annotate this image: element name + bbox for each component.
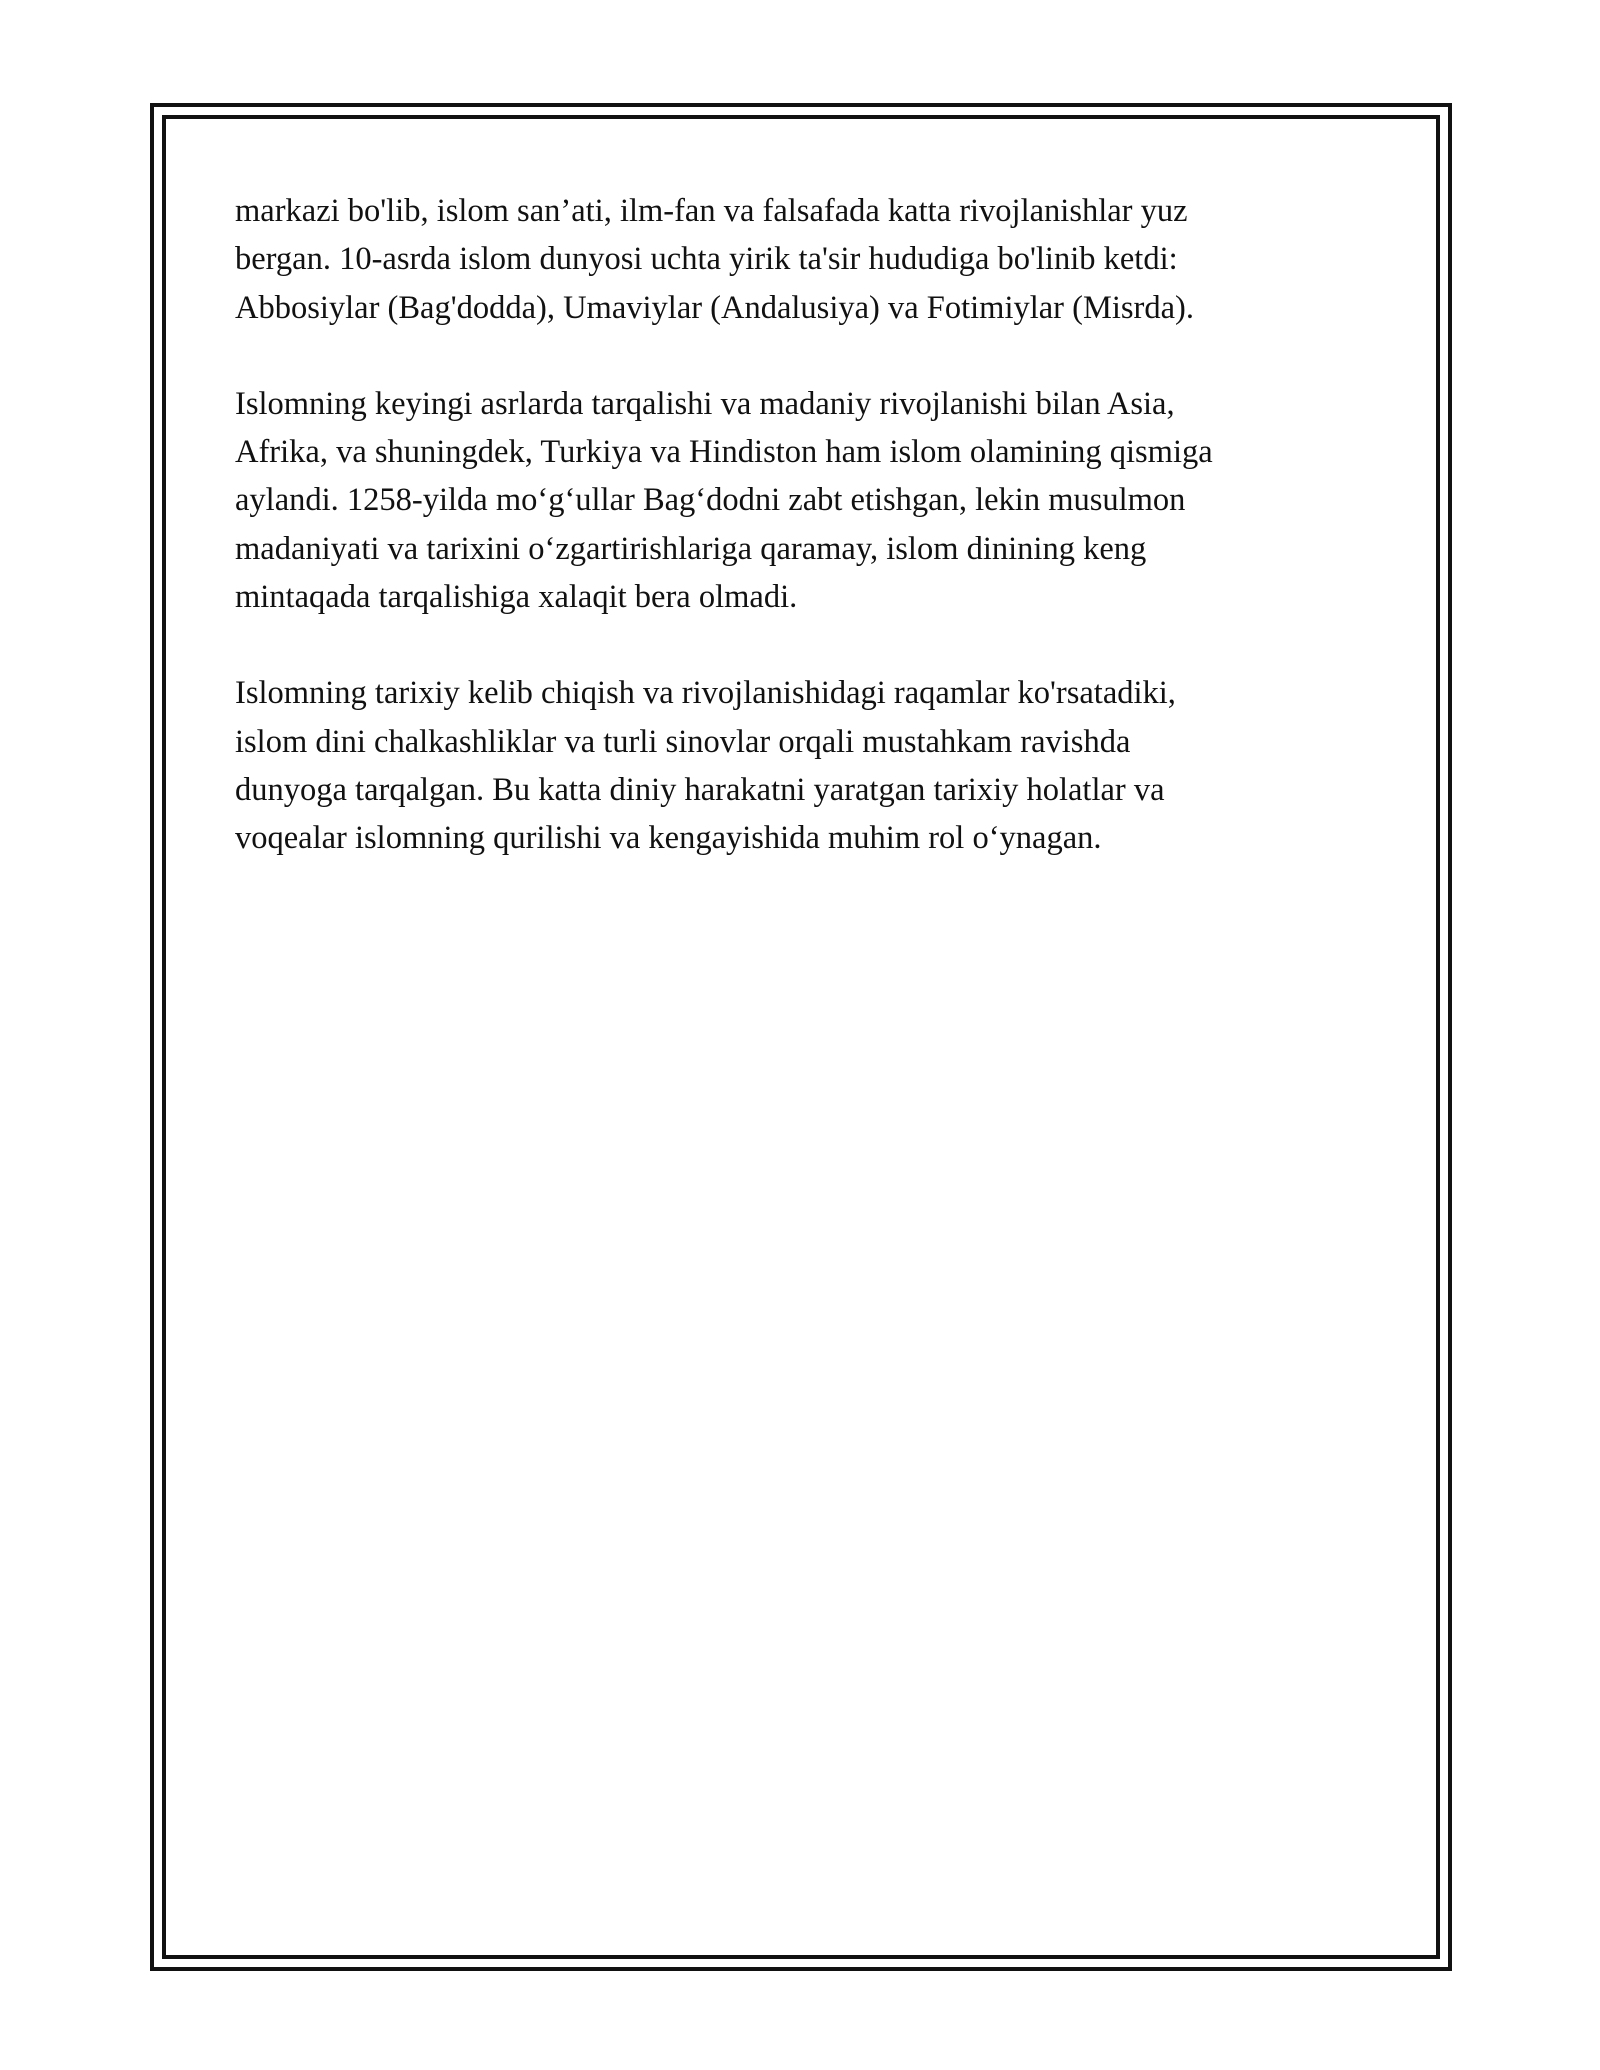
text-line: madaniyati va tarixini o‘zgartirishlariga qaramay, islom dinining keng <box>235 530 1147 567</box>
document-body <box>235 187 1360 911</box>
paragraph-3 <box>235 669 1360 862</box>
text-line: Islomning tarixiy kelib chiqish va rivojlanishidagi raqamlar ko'rsatadiki, <box>235 675 1176 712</box>
text-line: Afrika, va shuningdek, Turkiya va Hindiston ham islom olamining qismiga <box>235 434 1213 471</box>
paragraph-1 <box>235 187 1360 332</box>
text-line: aylandi. 1258-yilda mo‘g‘ullar Bag‘dodni zabt etishgan, lekin musulmon <box>235 482 1186 519</box>
text-line: islom dini chalkashliklar va turli sinovlar orqali mustahkam ravishda <box>235 723 1131 760</box>
paragraph-2 <box>235 380 1360 621</box>
text-line: Islomning keyingi asrlarda tarqalishi va madaniy rivojlanishi bilan Asia, <box>235 385 1175 422</box>
text-line: bergan. 10-asrda islom dunyosi uchta yirik ta'sir hududiga bo'linib ketdi: <box>235 241 1178 278</box>
text-line: markazi bo'lib, islom san’ati, ilm-fan va falsafada katta rivojlanishlar yuz <box>235 193 1188 229</box>
text-line: Abbosiylar (Bag'dodda), Umaviylar (Andalusiya) va Fotimiylar (Misrda). <box>235 289 1194 326</box>
text-line: dunyoga tarqalgan. Bu katta diniy harakatni yaratgan tarixiy holatlar va <box>235 771 1165 808</box>
text-line: mintaqada tarqalishiga xalaqit bera olmadi. <box>235 579 798 616</box>
text-line: voqealar islomning qurilishi va kengayishida muhim rol o‘ynagan. <box>235 820 1102 857</box>
